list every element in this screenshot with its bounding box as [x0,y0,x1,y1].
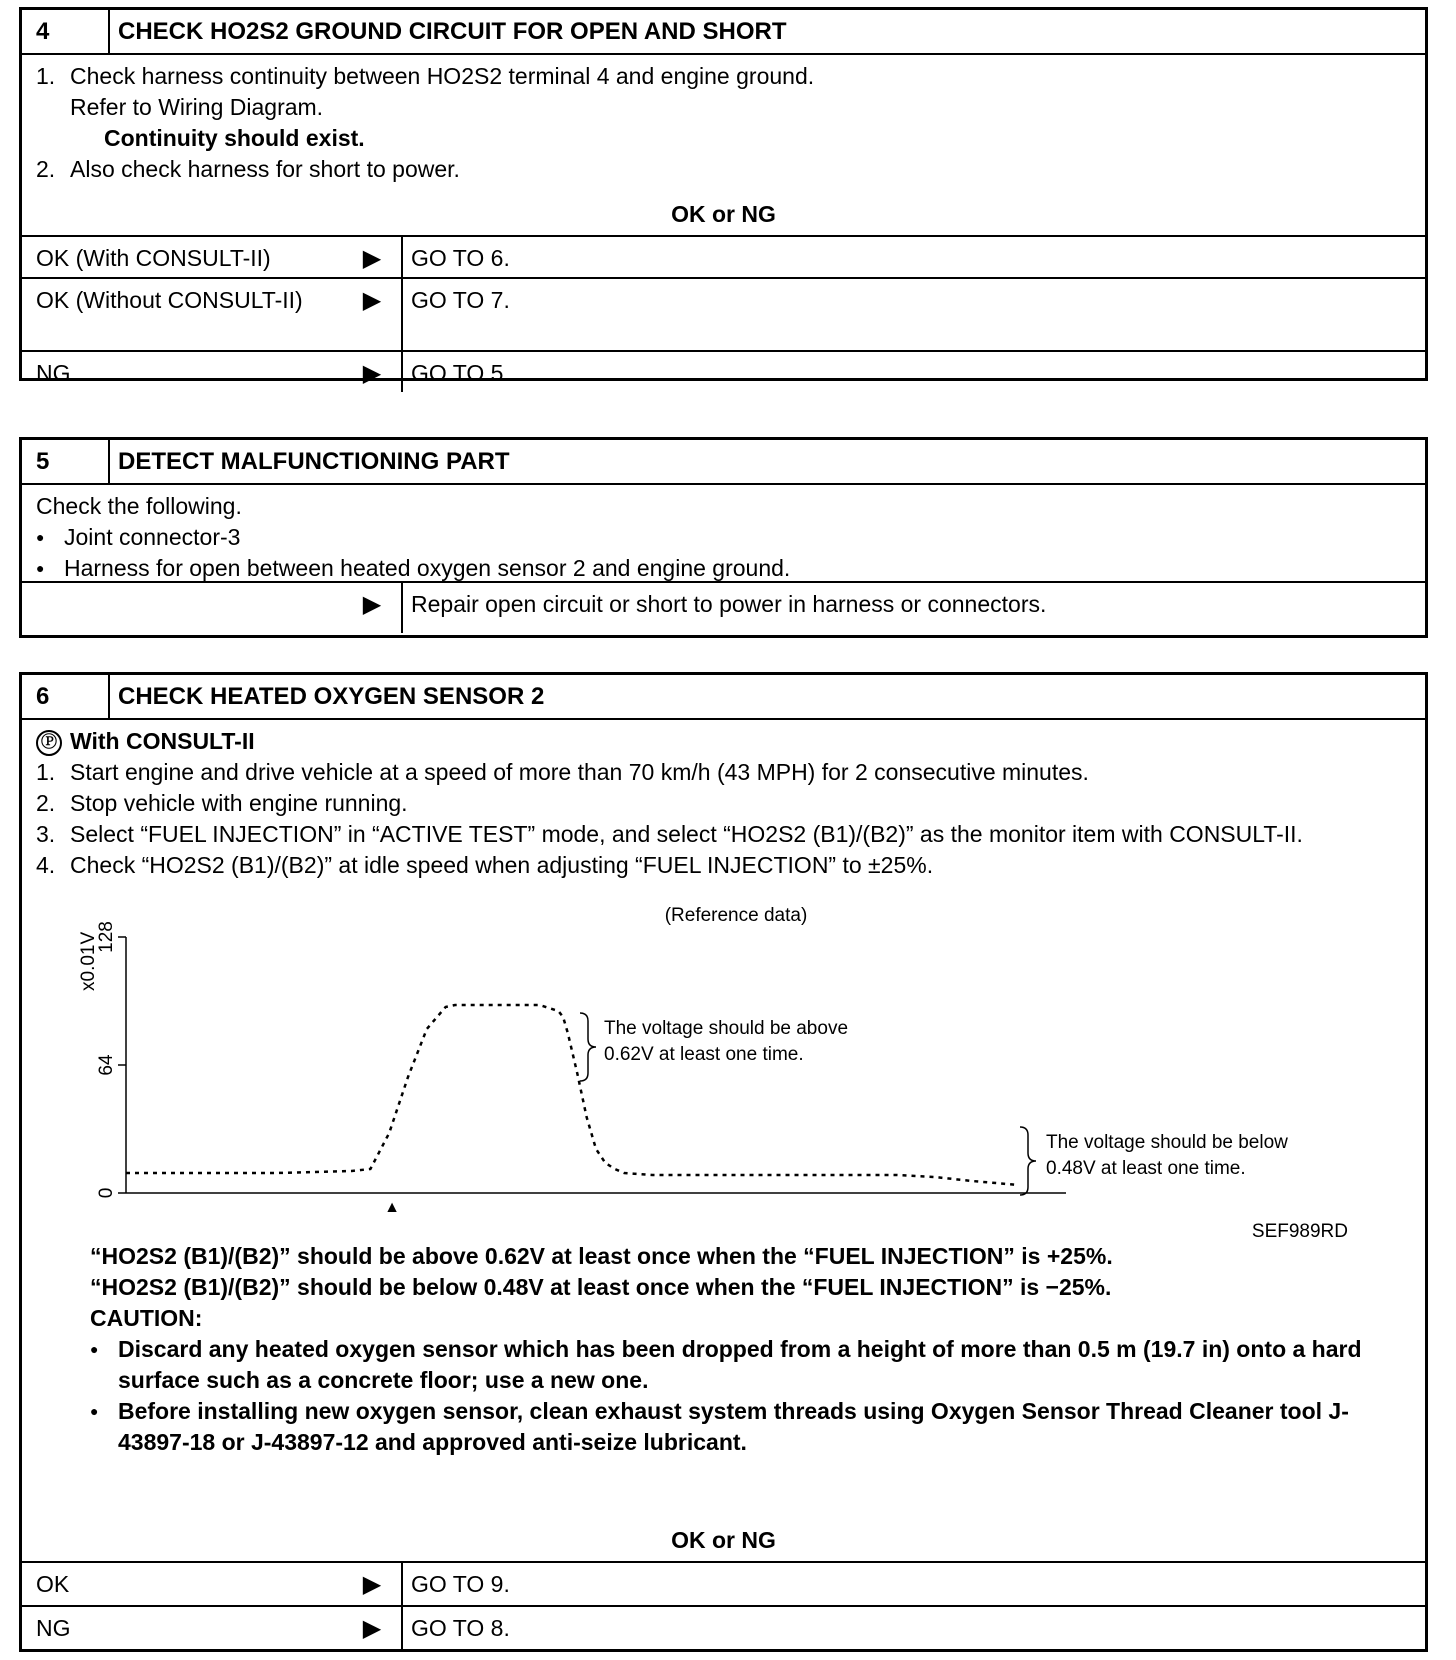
instruction-text: Check “HO2S2 (B1)/(B2)” at idle speed when adjusting “FUEL INJECTION” to ±25%. [70,852,934,878]
result-action: GO TO 7. [411,287,510,313]
note-above: “HO2S2 (B1)/(B2)” should be above 0.62V at least once when the “FUEL INJECTION” is +25%. [90,1243,1113,1269]
arrow-icon: ▶ [362,360,382,387]
step-number: 5 [22,440,110,483]
chart-annotations [580,1013,1288,1195]
result-row [22,1563,1425,1607]
step-5-header [22,440,1425,485]
result-row [22,279,1425,352]
instruction-text: Check the following. [36,493,242,519]
result-action: GO TO 9. [411,1571,510,1597]
bullet-item [36,522,1411,553]
step-6-header [22,675,1425,720]
instruction-item [36,819,1411,850]
y-tick-label: 128 [96,921,117,953]
with-consult-heading [36,726,1411,757]
result-action: GO TO 8. [411,1615,510,1641]
bullet-item [36,553,1411,584]
step-title: CHECK HO2S2 GROUND CIRCUIT FOR OPEN AND SHORT [118,18,787,45]
bullet-icon: ● [36,529,45,545]
result-row [22,237,1425,279]
step-6-box [19,672,1428,1652]
y-axis-label: x0.01V [78,931,99,991]
result-row [22,352,1425,392]
annotation-above-1: The voltage should be above [604,1018,849,1039]
arrow-icon: ▶ [362,1615,382,1642]
result-row [22,1607,1425,1649]
result-action: Repair open circuit or short to power in harness or connectors. [411,591,1047,617]
caution-heading: CAUTION: [90,1305,203,1331]
arrow-icon: ▶ [362,591,382,618]
step-5-box [19,437,1428,638]
item-number: 1. [36,759,56,785]
step-number: 4 [22,10,110,53]
caution-item [36,1396,1411,1458]
item-number: 3. [36,821,56,847]
step-number: 6 [22,675,110,718]
item-number: 1. [36,63,56,89]
figure-id: SEF989RD [1251,1221,1348,1241]
chart-title: (Reference data) [664,905,808,926]
arrow-icon: ▶ [362,1571,382,1598]
bullet-icon: ● [90,1341,99,1357]
annotation-below-2: 0.48V at least one time. [1046,1158,1246,1179]
bullet-icon: ● [36,560,45,576]
arrow-icon: ▶ [362,245,382,272]
spec-text: Continuity should exist. [104,125,365,151]
step-4-instructions [22,55,1425,193]
with-consult-label: With CONSULT-II [70,728,255,754]
item-number: 2. [36,156,56,182]
y-tick-label: 64 [96,1054,117,1076]
result-label: NG [36,360,71,386]
bullet-icon: ● [90,1403,99,1419]
instruction-text: Select “FUEL INJECTION” in “ACTIVE TEST” mode, and select “HO2S2 (B1)/(B2)” as the monitor item with CONSULT-II. [70,821,1303,847]
step-4-box [19,7,1428,387]
y-tick-label: 0 [96,1187,117,1199]
result-label: NG [36,1615,71,1641]
annotation-above-2: 0.62V at least one time. [604,1044,804,1065]
caution-item [36,1334,1411,1396]
ok-ng-label: OK or NG [22,1519,1425,1563]
instruction-item [36,788,1411,819]
consult-icon: Ⓟ [36,730,62,756]
bullet-text: Harness for open between heated oxygen sensor 2 and engine ground. [64,555,791,581]
note-below: “HO2S2 (B1)/(B2)” should be below 0.48V at least once when the “FUEL INJECTION” is −25%. [90,1274,1112,1300]
instruction-text: Start engine and drive vehicle at a speed of more than 70 km/h (43 MPH) for 2 consecutive minutes. [70,759,1089,785]
step-6-instructions [22,720,1425,1458]
step-4-header [22,10,1425,55]
result-table [22,237,1425,392]
annotation-below-1: The voltage should be below [1046,1132,1288,1153]
caution-text: Before installing new oxygen sensor, clean exhaust system threads using Oxygen Sensor Thread Cleaner tool J-43897-18 or J-43897-12 and approved anti-seize lubricant. [118,1398,1349,1455]
reference-chart [36,881,1411,1241]
brace-icon [1020,1127,1036,1195]
caution-text: Discard any heated oxygen sensor which has been dropped from a height of more than 0.5 m (19.7 in) onto a hard surface such as a concrete floor; use a new one. [118,1336,1362,1393]
result-row [22,583,1425,633]
instruction-text: Check harness continuity between HO2S2 terminal 4 and engine ground. [70,63,815,89]
ok-ng-label: OK or NG [22,193,1425,237]
instruction-item [36,757,1411,788]
marker-triangle-icon: ▲ [384,1199,400,1216]
instruction-item [36,154,1411,185]
result-action: GO TO 6. [411,245,510,271]
instruction-text: Stop vehicle with engine running. [70,790,408,816]
step-title: CHECK HEATED OXYGEN SENSOR 2 [118,683,545,710]
instruction-item [36,850,1411,881]
item-number: 4. [36,852,56,878]
result-label: OK (Without CONSULT-II) [36,287,303,313]
chart-axes [96,921,1066,1198]
instruction-text: Also check harness for short to power. [70,156,460,182]
chart-series [126,1005,1019,1185]
series-line [126,1005,1019,1185]
result-label: OK (With CONSULT-II) [36,245,271,271]
instruction-text: Refer to Wiring Diagram. [70,94,324,120]
step-5-instructions [22,485,1425,583]
voltage-chart [36,881,1406,1241]
arrow-icon: ▶ [362,287,382,314]
step-title: DETECT MALFUNCTIONING PART [118,448,510,475]
result-label: OK [36,1571,70,1597]
item-number: 2. [36,790,56,816]
result-action: GO TO 5. [411,360,510,386]
bullet-text: Joint connector-3 [64,524,241,550]
brace-icon [580,1013,596,1081]
instruction-item [36,61,1411,92]
